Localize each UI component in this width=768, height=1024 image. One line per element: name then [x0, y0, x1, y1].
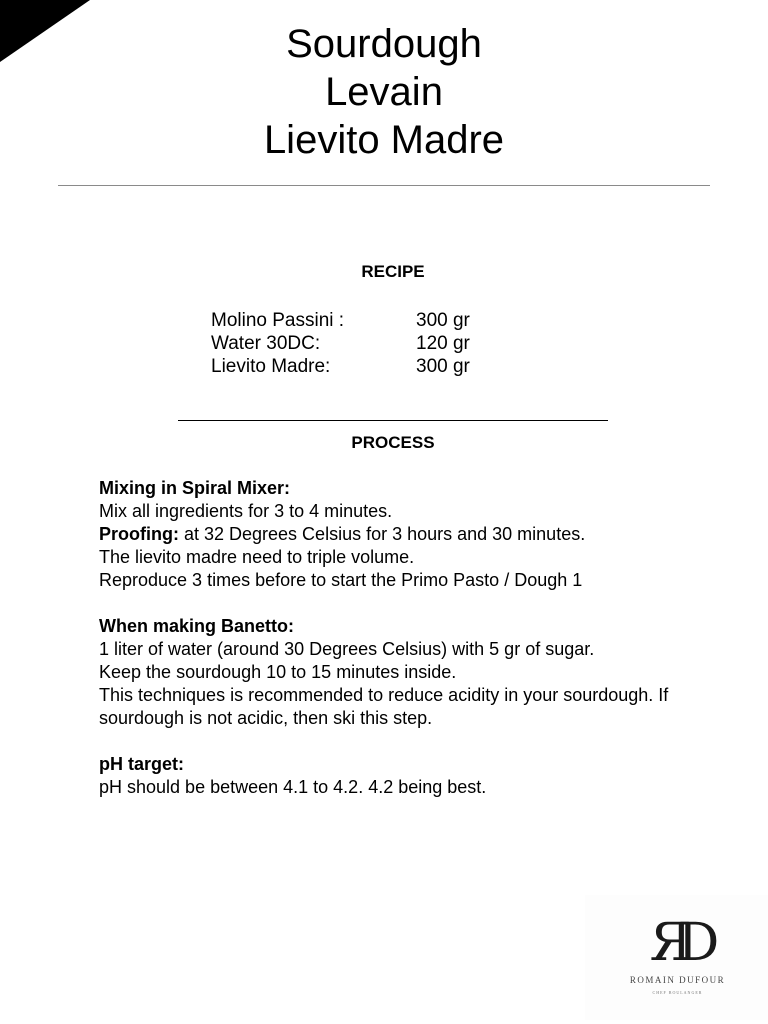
ingredient-name: Water 30DC:: [211, 333, 321, 354]
banetto-water-text: 1 liter of water (around 30 Degrees Celsius) with 5 gr of sugar.: [99, 639, 595, 659]
banetto-label: When making Banetto:: [99, 616, 295, 636]
ph-text: pH should be between 4.1 to 4.2. 4.2 being best.: [99, 777, 487, 797]
title-line-1: Sourdough: [286, 22, 482, 66]
reproduce-text: Reproduce 3 times before to start the Primo Pasto / Dough 1: [99, 570, 583, 590]
ingredient-quantity: 300 gr: [416, 310, 470, 331]
logo-name: ROMAIN DUFOUR: [629, 975, 726, 985]
banetto-technique-text: This techniques is recommended to reduce acidity in your sourdough. If sourdough is not acidic, then ski this step.: [99, 685, 669, 728]
title-line-3: Lievito Madre: [263, 118, 505, 162]
page-title: [0, 20, 768, 164]
recipe-heading: RECIPE: [361, 262, 425, 281]
mixing-label: Mixing in Spiral Mixer:: [99, 478, 291, 498]
logo-subtitle: CHEF BOULANGER: [652, 990, 703, 995]
process-body: [99, 477, 739, 799]
process-heading: PROCESS: [351, 433, 435, 452]
proofing-text: at 32 Degrees Celsius for 3 hours and 30 minutes.: [178, 524, 586, 544]
section-divider: [178, 420, 608, 421]
logo-monogram: ЯD: [649, 913, 706, 973]
ingredient-quantity: 120 gr: [416, 333, 470, 354]
proofing-label: Proofing:: [99, 524, 179, 544]
ingredient-name: Molino Passini :: [211, 310, 345, 331]
mixing-text: Mix all ingredients for 3 to 4 minutes.: [99, 501, 393, 521]
ingredient-quantity: 300 gr: [416, 356, 470, 377]
banetto-keep-text: Keep the sourdough 10 to 15 minutes inside.: [99, 662, 457, 682]
title-line-2: Levain: [325, 70, 443, 114]
triple-volume-text: The lievito madre need to triple volume.: [99, 547, 415, 567]
title-divider: [58, 185, 710, 186]
ingredient-name: Lievito Madre:: [211, 356, 331, 377]
ph-label: pH target:: [99, 754, 184, 774]
brand-logo: [585, 895, 768, 1020]
